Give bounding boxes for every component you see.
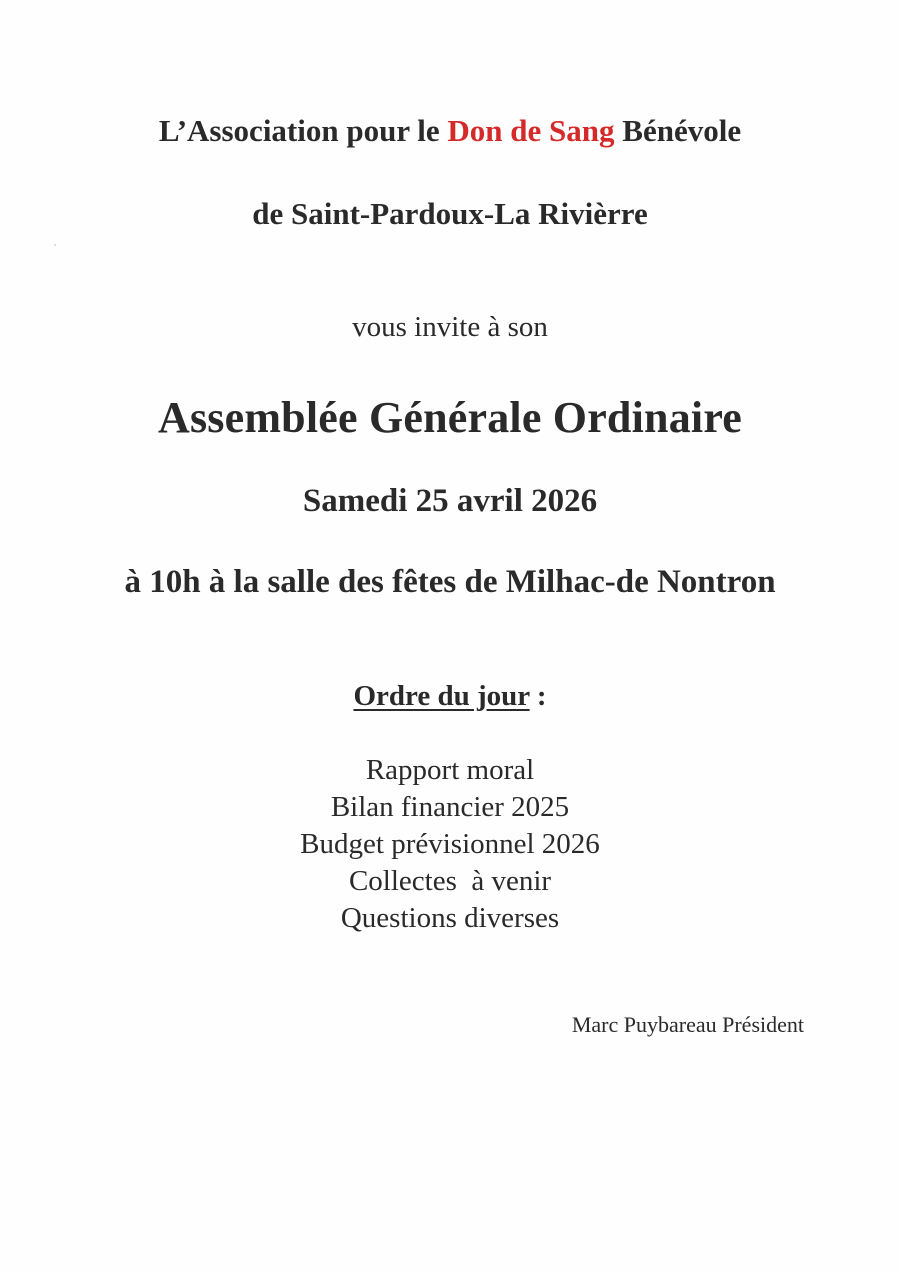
event-date: Samedi 25 avril 2026 xyxy=(302,483,598,519)
agenda-item: Budget prévisionnel 2026 xyxy=(300,828,600,860)
agenda-heading-colon: : xyxy=(529,680,547,712)
event-title: Assemblée Générale Ordinaire xyxy=(157,393,742,442)
agenda-item: Rapport moral xyxy=(365,754,535,786)
signature: Marc Puybareau Président xyxy=(571,1012,804,1037)
agenda-item: Collectes à venir xyxy=(348,865,552,897)
association-name-line xyxy=(0,113,900,149)
association-location: de Saint-Pardoux-La Rivièrre xyxy=(252,196,648,231)
agenda-heading xyxy=(0,680,900,713)
agenda-item: Bilan financier 2025 xyxy=(330,791,570,823)
agenda-list xyxy=(0,752,900,937)
association-name-prefix: L’Association pour le xyxy=(158,113,448,148)
blood-donation-highlight: Don de Sang xyxy=(447,113,615,148)
agenda-item: Questions diverses xyxy=(340,902,560,934)
invite-text: vous invite à son xyxy=(352,311,548,343)
scan-speck xyxy=(54,244,56,246)
association-name-suffix: Bénévole xyxy=(614,113,742,148)
event-place: à 10h à la salle des fêtes de Milhac-de Nontron xyxy=(124,564,776,600)
agenda-heading-label: Ordre du jour xyxy=(353,680,530,712)
